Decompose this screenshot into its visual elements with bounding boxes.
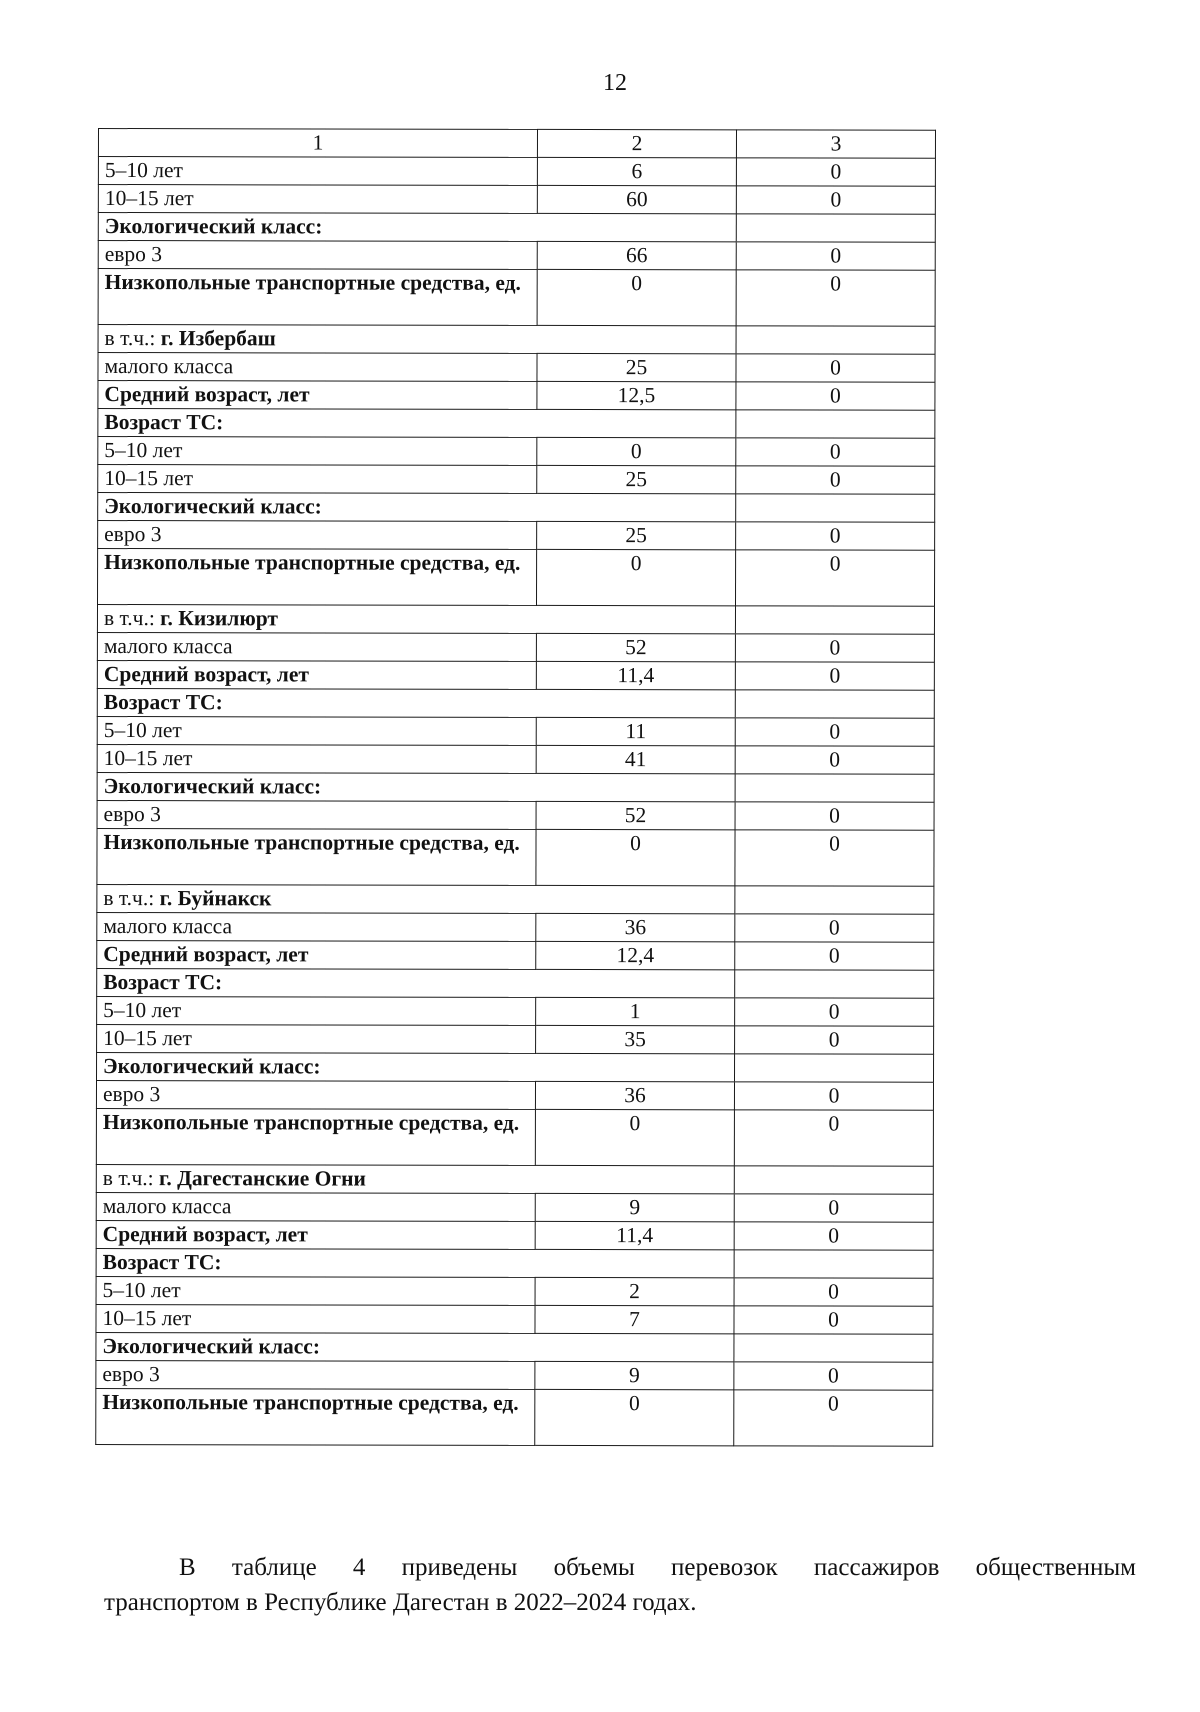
- row-label: Низкопольные транспортные средства, ед.: [96, 1388, 535, 1445]
- header-cell: 1: [98, 129, 537, 158]
- table-row: [96, 1332, 933, 1362]
- section-title: Возраст ТС:: [103, 970, 223, 995]
- value-col2: 9: [535, 1193, 734, 1221]
- value-col3: 0: [734, 1194, 933, 1222]
- value-col2: 6: [537, 157, 736, 185]
- value-col3: 0: [735, 1026, 934, 1054]
- row-label: 10–15 лет: [97, 1024, 536, 1053]
- value-col3: 0: [734, 1306, 933, 1334]
- value-col2: 12,5: [537, 381, 736, 409]
- value-col2: 25: [537, 521, 736, 549]
- value-col3: 0: [735, 634, 934, 662]
- empty-cell: [735, 886, 934, 914]
- empty-cell: [734, 1250, 933, 1278]
- value-col2: 60: [537, 185, 736, 213]
- value-col3: 0: [735, 802, 934, 830]
- value-col3: 0: [735, 746, 934, 774]
- header-cell: 3: [736, 130, 935, 158]
- row-label: [98, 493, 736, 522]
- value-col2: 41: [536, 745, 735, 773]
- value-col2: 25: [537, 465, 736, 493]
- empty-cell: [736, 326, 935, 354]
- section-title: Экологический класс:: [102, 1334, 321, 1359]
- page-number: 12: [603, 70, 627, 96]
- value-col3: 0: [735, 830, 934, 886]
- row-label: [97, 1052, 735, 1081]
- table-row: [98, 325, 935, 355]
- empty-cell: [735, 970, 934, 998]
- table-row: [97, 884, 934, 914]
- table-row: [96, 1360, 933, 1390]
- value-col3: 0: [735, 942, 934, 970]
- table-row: [97, 1024, 934, 1054]
- row-label: 10–15 лет: [98, 185, 537, 214]
- empty-cell: [734, 1166, 933, 1194]
- row-label: 10–15 лет: [97, 744, 536, 773]
- table-row: [96, 1192, 933, 1222]
- empty-cell: [734, 1334, 933, 1362]
- row-label: [96, 1164, 734, 1193]
- section-title: Экологический класс:: [104, 494, 322, 519]
- value-col2: 52: [536, 633, 735, 661]
- table-row: [97, 968, 934, 998]
- row-label: Средний возраст, лет: [97, 660, 536, 689]
- value-col3: 0: [734, 1278, 933, 1306]
- table-row: [98, 213, 935, 243]
- value-col2: 0: [537, 437, 736, 465]
- value-col2: 52: [536, 801, 735, 829]
- table-row: [96, 1304, 933, 1334]
- table-row: [97, 912, 934, 942]
- row-label: малого класса: [96, 1192, 535, 1221]
- row-label: [97, 772, 735, 801]
- value-col2: 9: [535, 1361, 734, 1389]
- city-name: г. Дагестанские Огни: [158, 1166, 366, 1191]
- value-col3: 0: [735, 998, 934, 1026]
- table-row: [98, 409, 935, 439]
- table-row: [97, 660, 934, 690]
- value-col2: 1: [536, 997, 735, 1025]
- value-col2: 36: [536, 913, 735, 941]
- table-row: [97, 716, 934, 746]
- table-row: [96, 1108, 933, 1166]
- value-col3: 0: [734, 1222, 933, 1250]
- city-name: г. Избербаш: [160, 326, 276, 351]
- row-label: Средний возраст, лет: [97, 940, 536, 969]
- section-title: Экологический класс:: [104, 214, 323, 239]
- value-col2: 0: [535, 1389, 734, 1445]
- value-col3: 0: [734, 1362, 933, 1390]
- empty-cell: [736, 410, 935, 438]
- row-label: [97, 884, 735, 913]
- table-row: [96, 1220, 933, 1250]
- table-row: [96, 1388, 933, 1446]
- section-title: Экологический класс:: [103, 1054, 321, 1079]
- row-label: [97, 968, 735, 997]
- value-col3: 0: [736, 522, 935, 550]
- value-col3: 0: [736, 158, 935, 186]
- value-col3: 0: [736, 186, 935, 214]
- value-col3: 0: [736, 354, 935, 382]
- value-col2: 0: [537, 549, 736, 605]
- table-row: [98, 269, 935, 327]
- row-label: евро 3: [96, 1080, 535, 1109]
- section-title: Возраст ТС:: [104, 410, 224, 435]
- table-row: [97, 940, 934, 970]
- value-col2: 36: [535, 1081, 734, 1109]
- empty-cell: [735, 690, 934, 718]
- row-label: Низкопольные транспортные средства, ед.: [96, 1108, 535, 1165]
- value-col2: 7: [535, 1305, 734, 1333]
- table-row: [97, 800, 934, 830]
- row-label: 5–10 лет: [97, 996, 536, 1025]
- row-label: [97, 605, 735, 634]
- row-label: малого класса: [98, 353, 537, 382]
- row-label: 5–10 лет: [96, 1276, 535, 1305]
- row-label: [96, 1248, 734, 1277]
- row-label: Средний возраст, лет: [96, 1220, 535, 1249]
- row-label: Низкопольные транспортные средства, ед.: [97, 828, 536, 885]
- row-label: евро 3: [98, 241, 537, 270]
- table-row: [96, 1164, 933, 1194]
- table-body: [96, 129, 936, 1447]
- value-col3: 0: [735, 914, 934, 942]
- row-label: 5–10 лет: [97, 716, 536, 745]
- table-row: [98, 437, 935, 467]
- row-label: [96, 1332, 734, 1361]
- value-col2: 11,4: [535, 1221, 734, 1249]
- city-prefix: в т.ч.:: [104, 326, 161, 351]
- value-col3: 0: [736, 382, 935, 410]
- table-row: [97, 605, 934, 635]
- empty-cell: [735, 1054, 934, 1082]
- city-prefix: в т.ч.:: [102, 1166, 160, 1191]
- value-col3: 0: [734, 1390, 933, 1446]
- row-label: 5–10 лет: [98, 437, 537, 466]
- table-row: [98, 241, 935, 271]
- row-label: евро 3: [98, 521, 537, 550]
- value-col2: 2: [535, 1277, 734, 1305]
- value-col3: 0: [736, 550, 935, 606]
- value-col2: 25: [537, 353, 736, 381]
- empty-cell: [736, 214, 935, 242]
- section-title: Возраст ТС:: [102, 1250, 222, 1275]
- value-col3: 0: [735, 662, 934, 690]
- table-row: [98, 185, 935, 215]
- row-label: 10–15 лет: [98, 465, 537, 494]
- table-row: [98, 521, 935, 551]
- value-col2: 0: [535, 1109, 734, 1165]
- row-label: [98, 213, 736, 242]
- table-header-row: [98, 129, 935, 159]
- header-cell: 2: [537, 129, 736, 157]
- row-label: [98, 409, 736, 438]
- city-prefix: в т.ч.:: [103, 606, 161, 631]
- value-col2: 35: [536, 1025, 735, 1053]
- row-label: Низкопольные транспортные средства, ед.: [98, 549, 537, 606]
- paragraph-line: транспортом в Республике Дагестан в 2022–2024 годах.: [104, 1589, 697, 1616]
- value-col3: 0: [736, 466, 935, 494]
- value-col3: 0: [734, 1110, 933, 1166]
- table-row: [96, 1276, 933, 1306]
- value-col3: 0: [734, 1082, 933, 1110]
- row-label: [98, 325, 736, 354]
- table-row: [98, 493, 935, 523]
- row-label: Средний возраст, лет: [98, 381, 537, 410]
- paragraph-line: В таблице 4 приведены объемы перевозок пассажиров общественным: [179, 1554, 1136, 1581]
- value-col2: 0: [537, 269, 736, 325]
- value-col3: 0: [736, 270, 935, 326]
- city-name: г. Буйнакск: [159, 886, 272, 911]
- row-label: малого класса: [97, 912, 536, 941]
- empty-cell: [735, 606, 934, 634]
- value-col2: 11,4: [536, 661, 735, 689]
- row-label: евро 3: [97, 800, 536, 829]
- city-name: г. Кизилюрт: [160, 606, 279, 631]
- value-col2: 66: [537, 241, 736, 269]
- table-row: [98, 157, 935, 187]
- table-row: [98, 465, 935, 495]
- row-label: [97, 688, 735, 717]
- table-row: [97, 772, 934, 802]
- city-prefix: в т.ч.:: [103, 886, 160, 911]
- row-label: малого класса: [97, 632, 536, 661]
- value-col3: 0: [735, 718, 934, 746]
- transport-table: [95, 128, 936, 1447]
- value-col2: 12,4: [536, 941, 735, 969]
- row-label: 5–10 лет: [98, 157, 537, 186]
- table-row: [96, 1248, 933, 1278]
- table-row: [96, 1080, 933, 1110]
- table-row: [97, 996, 934, 1026]
- row-label: евро 3: [96, 1360, 535, 1389]
- value-col2: 0: [536, 829, 735, 885]
- row-label: Низкопольные транспортные средства, ед.: [98, 269, 537, 326]
- table-row: [97, 828, 934, 886]
- section-title: Экологический класс:: [103, 774, 322, 799]
- empty-cell: [736, 494, 935, 522]
- value-col3: 0: [736, 438, 935, 466]
- value-col2: 11: [536, 717, 735, 745]
- section-title: Возраст ТС:: [103, 690, 223, 715]
- value-col3: 0: [736, 242, 935, 270]
- closing-paragraph: [104, 1550, 1136, 1620]
- table-row: [98, 353, 935, 383]
- table-row: [97, 632, 934, 662]
- row-label: 10–15 лет: [96, 1304, 535, 1333]
- table-row: [98, 381, 935, 411]
- table-row: [97, 688, 934, 718]
- table-row: [97, 1052, 934, 1082]
- table-row: [98, 549, 935, 607]
- table-row: [97, 744, 934, 774]
- empty-cell: [735, 774, 934, 802]
